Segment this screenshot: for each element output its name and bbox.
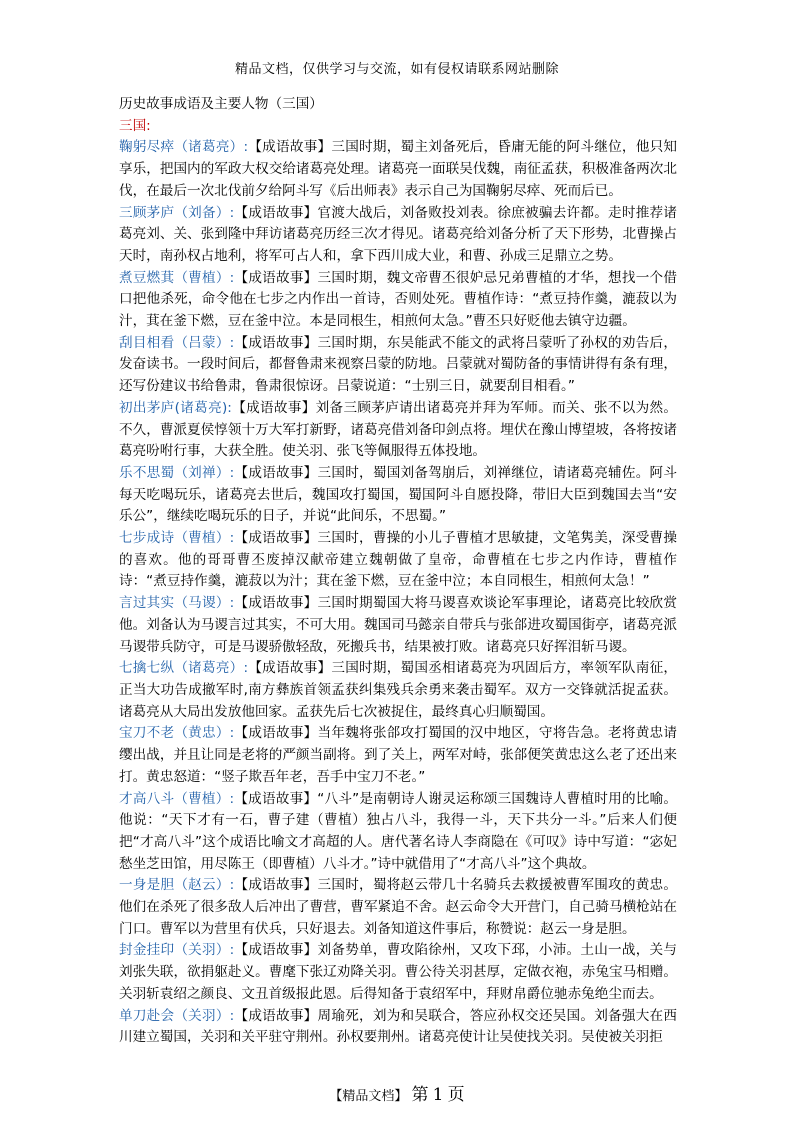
page-suffix: 页 <box>447 1085 465 1105</box>
idiom-entry <box>119 789 677 876</box>
idiom-title: 言过其实（马谡）: <box>119 595 235 612</box>
idiom-story: 【成语故事】三国时，蜀国刘备驾崩后，刘禅继位，请诸葛亮辅佐。阿斗每天吃喝玩乐，诸葛亮去世后，魏国攻打蜀国，蜀国阿斗自愿投降，带旧大臣到魏国去当“安乐公”，继续吃喝玩乐的日子，并说“此间乐，不思蜀。” <box>119 464 677 525</box>
page-prefix: 第 <box>411 1085 429 1105</box>
idiom-title: 七擒七纵（诸葛亮）: <box>119 660 249 677</box>
idiom-story: 【成语故事】三国时期，东吴能武不能文的武将吕蒙听了孙权的劝告后，发奋读书。一段时间后，都督鲁肃来视察吕蒙的防地。吕蒙就对蜀防备的事情讲得有条有理，还写份建议书给鲁肃，鲁肃很惊讶。吕蒙说道：“士别三日，就要刮目相看。” <box>119 334 677 395</box>
section-label: 三国: <box>119 117 151 134</box>
idiom-story: 【成语故事】三国时期，蜀国丞相诸葛亮为巩固后方，率领军队南征，正当大功告成撤军时,南方彝族首领孟获纠集残兵余勇来袭击蜀军。双方一交锋就活捉孟获。诸葛亮从大局出发放他回家。孟获先后七次被捉住，最终真心归顺蜀国。 <box>119 660 677 720</box>
idiom-entry <box>119 658 677 723</box>
idiom-entry <box>119 1006 677 1049</box>
idiom-story: 【成语故事】刘备三顾茅庐请出诸葛亮并拜为军师。而关、张不以为然。不久，曹派夏侯惇领十万大军打新野，诸葛亮借刘备印剑点将。埋伏在豫山博望坡，各将按诸葛亮吩咐行事，大获全胜。使关羽、张飞等佩服得五体投地。 <box>119 399 677 460</box>
document-body <box>119 94 677 1049</box>
idiom-title: 鞠躬尽瘁（诸葛亮）: <box>119 139 249 156</box>
footer-label: 【精品文档】 <box>329 1089 408 1104</box>
idiom-title: 三顾茅庐（刘备）: <box>119 204 235 221</box>
idiom-entry <box>119 203 677 268</box>
idiom-title: 乐不思蜀（刘禅）: <box>119 464 235 481</box>
idiom-story: 【成语故事】当年魏将张郃攻打蜀国的汉中地区，守将告急。老将黄忠请缨出战，并且让同是老将的严颜当副将。到了关上，两军对峙，张郃便笑黄忠这么老了还出来打。黄忠怒道：“竖子欺吾年老，吾手中宝刀不老。” <box>119 725 677 785</box>
idiom-story: 【成语故事】三国时期蜀国大将马谡喜欢谈论军事理论，诸葛亮比较欣赏他。刘备认为马谡言过其实，不可大用。魏国司马懿亲自带兵与张郃进攻蜀国街亭，诸葛亮派马谡带兵防守，可是马谡骄傲轻敌，死搬兵书，结果被打败。诸葛亮只好挥泪斩马谡。 <box>119 595 677 655</box>
idiom-entry <box>119 333 677 398</box>
idiom-story: 【成语故事】三国时期，蜀主刘备死后，昏庸无能的阿斗继位，他只知享乐，把国内的军政大权交给诸葛亮处理。诸葛亮一面联吴伐魏，南征孟获，积极准备两次北伐，在最后一次北伐前夕给阿斗写《后出师表》表示自己为国鞠躬尽瘁、死而后已。 <box>119 139 677 199</box>
idiom-entry <box>119 398 677 463</box>
idiom-title: 单刀赴会（关羽）: <box>119 1007 235 1024</box>
idiom-entry <box>119 940 677 1005</box>
idiom-entry <box>119 528 677 593</box>
idiom-title: 刮目相看（吕蒙）: <box>119 334 235 351</box>
idiom-title: 煮豆燃萁（曹植）: <box>119 269 235 286</box>
idiom-story: 【成语故事】“八斗”是南朝诗人谢灵运称颂三国魏诗人曹植时用的比喻。他说：“天下才有一石，曹子建（曹植）独占八斗，我得一斗，天下共分一斗。”后来人们便把“才高八斗”这个成语比喻文才高超的人。唐代著名诗人李商隐在《可叹》诗中写道：“宓妃愁坐芝田馆，用尽陈王（即曹植）八斗才。”诗中就借用了“才高八斗”这个典故。 <box>119 790 677 872</box>
idiom-title: 封金挂印（关羽）: <box>119 942 235 959</box>
idiom-story: 【成语故事】三国时期，魏文帝曹丕很妒忌兄弟曹植的才华，想找一个借口把他杀死，命令他在七步之内作出一首诗，否则处死。曹植作诗：“煮豆持作羹，漉菽以为汁，萁在釜下燃，豆在釜中泣。本是同根生，相煎何太急。”曹丕只好贬他去镇守边疆。 <box>119 269 677 330</box>
page-number: 1 <box>432 1085 444 1105</box>
page-footer <box>0 1080 794 1105</box>
document-title: 历史故事成语及主要人物（三国） <box>119 96 323 112</box>
idiom-entry-list <box>119 137 677 1049</box>
page-header: 精品文档，仅供学习与交流，如有侵权请联系网站删除 <box>234 62 559 77</box>
idiom-story: 【成语故事】三国时，曹操的小儿子曹植才思敏捷，文笔隽美，深受曹操的喜欢。他的哥哥曹丕废掉汉献帝建立魏朝做了皇帝，命曹植在七步之内作诗，曹植作诗：“煮豆持作羹，漉菽以为汁；萁在釜下燃，豆在釜中泣；本自同根生，相煎何太急！” <box>119 530 677 590</box>
idiom-story: 【成语故事】三国时，蜀将赵云带几十名骑兵去救援被曹军围攻的黄忠。他们在杀死了很多敌人后冲出了曹营，曹军紧追不舍。赵云命令大开营门，自己骑马横枪站在门口。曹军以为营里有伏兵，只好退去。刘备知道这件事后，称赞说：赵云一身是胆。 <box>119 877 677 937</box>
idiom-entry <box>119 875 677 940</box>
idiom-story: 【成语故事】官渡大战后，刘备败投刘表。徐庶被骗去许都。走时推荐诸葛亮刘、关、张到隆中拜访诸葛亮历经三次才得见。诸葛亮给刘备分析了天下形势，北曹操占天时，南孙权占地利，将军可占人和，拿下西川成大业，和曹、孙成三足鼎立之势。 <box>119 204 677 264</box>
idiom-entry <box>119 463 677 528</box>
idiom-story: 【成语故事】周瑜死，刘为和吴联合，答应孙权交还吴国。刘备强大在西川建立蜀国，关羽和关平驻守荆州。孙权要荆州。诸葛亮使计让吴使找关羽。吴使被关羽拒 <box>119 1007 677 1046</box>
idiom-title: 才高八斗（曹植）: <box>119 790 235 807</box>
idiom-title: 七步成诗（曹植）: <box>119 530 235 547</box>
idiom-entry <box>119 137 677 202</box>
idiom-entry <box>119 593 677 658</box>
idiom-entry <box>119 723 677 788</box>
idiom-entry <box>119 268 677 333</box>
idiom-story: 【成语故事】刘备势单，曹攻陷徐州，又攻下邳，小沛。土山一战，关与刘张失联，欲捐躯赴义。曹麾下张辽劝降关羽。曹公待关羽甚厚，定做衣袍，赤兔宝马相赠。关羽斩袁绍之颜良、文丑首级报此恩。后得知备于袁绍军中，拜财帛爵位驰赤兔绝尘而去。 <box>119 942 677 1002</box>
idiom-title: 初出茅庐(诸葛亮): <box>119 399 232 416</box>
idiom-title: 宝刀不老（黄忠）: <box>119 725 235 742</box>
idiom-title: 一身是胆（赵云）: <box>119 877 235 894</box>
